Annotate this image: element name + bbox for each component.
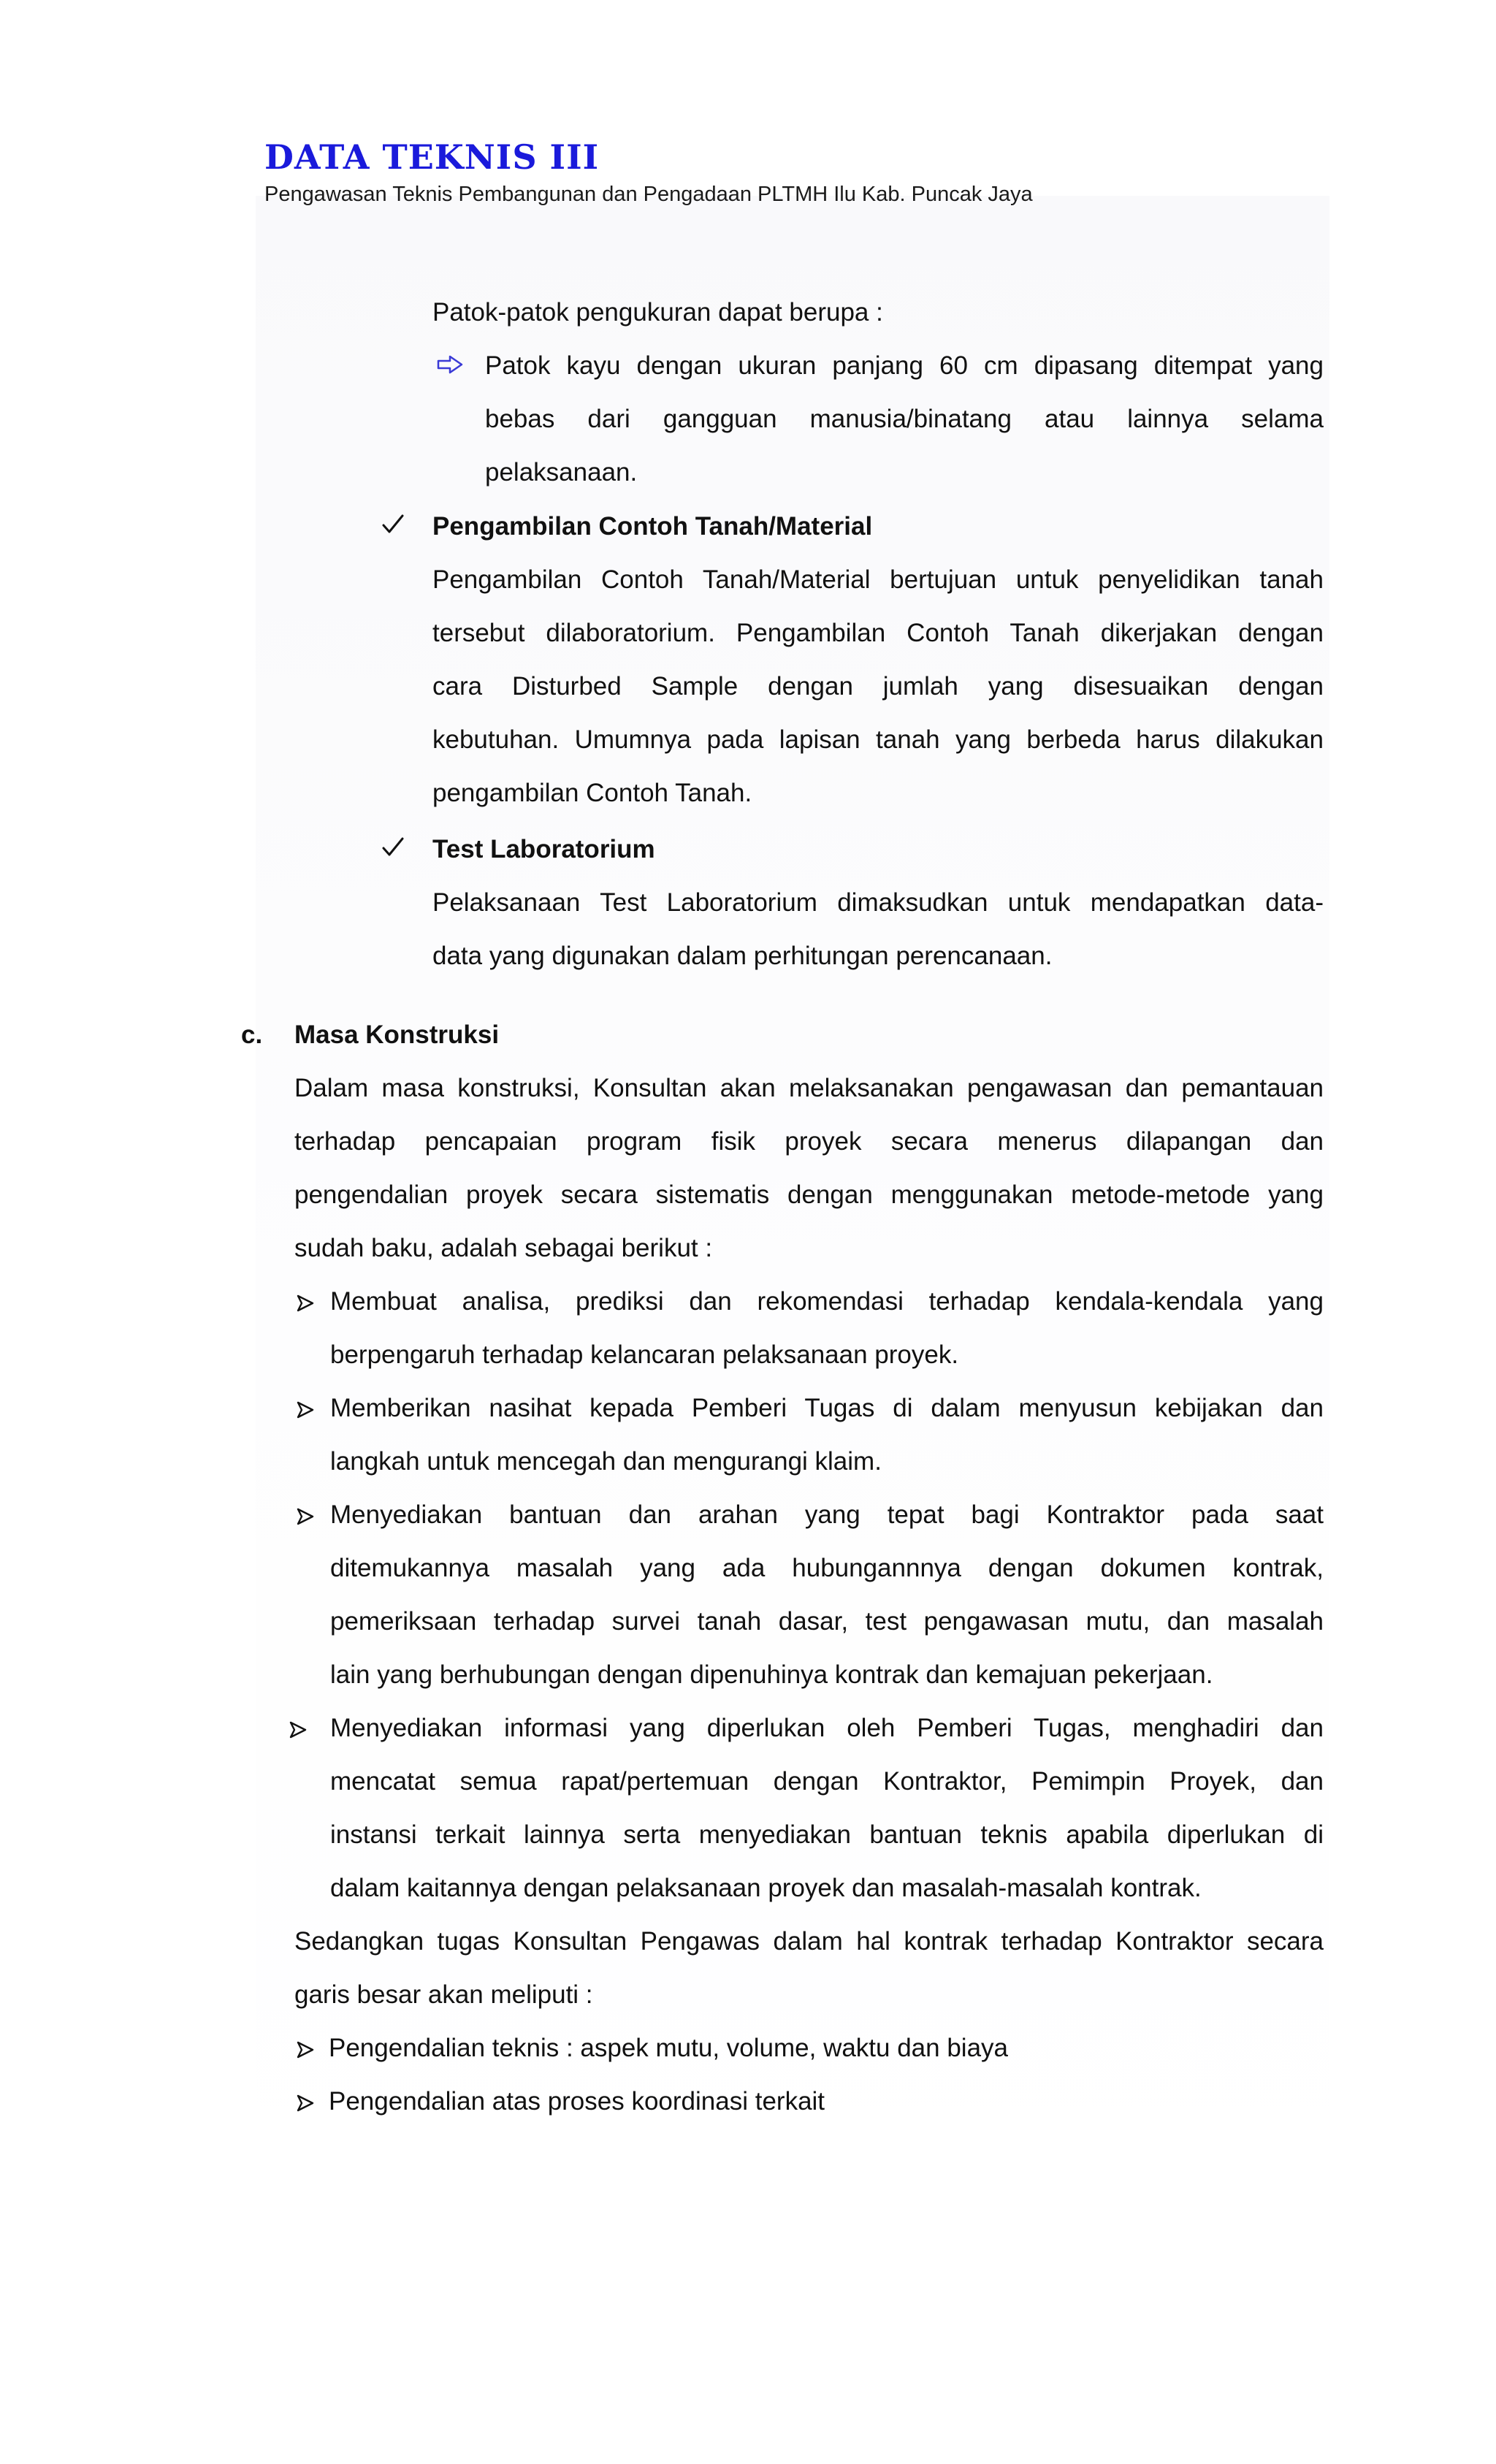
- bullet-line: dalam kaitannya dengan pelaksanaan proyek dan masalah-masalah kontrak.: [330, 1874, 1202, 1902]
- section-heading-test-lab: Test Laboratorium: [432, 835, 655, 863]
- patok-item-line: bebas dari gangguan manusia/binatang atau lainnya selama: [485, 405, 1324, 433]
- paragraph-line: tersebut dilaboratorium. Pengambilan Contoh Tanah dikerjakan dengan: [432, 619, 1324, 647]
- paragraph-line: pengambilan Contoh Tanah.: [432, 779, 752, 807]
- bullet-line: pemeriksaan terhadap survei tanah dasar, test pengawasan mutu, dan masalah: [330, 1607, 1324, 1636]
- bullet-line: berpengaruh terhadap kelancaran pelaksanaan proyek.: [330, 1340, 959, 1369]
- patok-item-line: Patok kayu dengan ukuran panjang 60 cm dipasang ditempat yang: [485, 351, 1324, 380]
- chevron-right-icon: [296, 1400, 315, 1419]
- paragraph-line: kebutuhan. Umumnya pada lapisan tanah yang berbeda harus dilakukan: [432, 725, 1324, 754]
- chevron-right-icon: [296, 2040, 315, 2059]
- patok-intro: Patok-patok pengukuran dapat berupa :: [432, 298, 883, 327]
- bullet-line: langkah untuk mencegah dan mengurangi klaim.: [330, 1447, 882, 1476]
- paragraph-line: garis besar akan meliputi :: [294, 1980, 593, 2009]
- bullet-line: Menyediakan bantuan dan arahan yang tepat bagi Kontraktor pada saat: [330, 1500, 1324, 1529]
- paragraph-line: terhadap pencapaian program fisik proyek secara menerus dilapangan dan: [294, 1127, 1324, 1156]
- paragraph-line: cara Disturbed Sample dengan jumlah yang disesuaikan dengan: [432, 672, 1324, 701]
- section-heading-masa-konstruksi: Masa Konstruksi: [294, 1021, 500, 1049]
- chevron-right-icon: [296, 1507, 315, 1526]
- patok-item-line: pelaksanaan.: [485, 458, 638, 487]
- tugas-bullet: Pengendalian teknis : aspek mutu, volume, waktu dan biaya: [329, 2034, 1009, 2062]
- section-heading-pengambilan: Pengambilan Contoh Tanah/Material: [432, 512, 873, 541]
- section-letter: c.: [241, 1021, 263, 1049]
- checkmark-icon: [381, 514, 405, 535]
- bullet-line: instansi terkait lainnya serta menyediakan bantuan teknis apabila diperlukan di: [330, 1820, 1324, 1849]
- paragraph-line: Sedangkan tugas Konsultan Pengawas dalam hal kontrak terhadap Kontraktor secara: [294, 1927, 1324, 1956]
- bullet-line: mencatat semua rapat/pertemuan dengan Kontraktor, Pemimpin Proyek, dan: [330, 1767, 1324, 1796]
- paragraph-line: Dalam masa konstruksi, Konsultan akan melaksanakan pengawasan dan pemantauan: [294, 1074, 1324, 1102]
- paragraph-line: data yang digunakan dalam perhitungan perencanaan.: [432, 942, 1053, 970]
- paragraph-line: Pengambilan Contoh Tanah/Material bertujuan untuk penyelidikan tanah: [432, 565, 1324, 594]
- chevron-right-icon: [289, 1720, 308, 1739]
- paragraph-line: Pelaksanaan Test Laboratorium dimaksudkan untuk mendapatkan data-: [432, 888, 1324, 917]
- chevron-right-icon: [296, 2094, 315, 2113]
- checkmark-icon: [381, 836, 405, 858]
- tugas-bullet: Pengendalian atas proses koordinasi terkait: [329, 2087, 825, 2116]
- page-background: [256, 196, 1329, 2227]
- bullet-line: Menyediakan informasi yang diperlukan oleh Pemberi Tugas, menghadiri dan: [330, 1714, 1324, 1742]
- arrow-right-outline-icon: [437, 355, 463, 374]
- document-title: DATA TEKNIS III: [264, 137, 600, 177]
- chevron-right-icon: [296, 1294, 315, 1313]
- bullet-line: lain yang berhubungan dengan dipenuhinya kontrak dan kemajuan pekerjaan.: [330, 1660, 1213, 1689]
- bullet-line: ditemukannya masalah yang ada hubungannnya dengan dokumen kontrak,: [330, 1554, 1324, 1582]
- bullet-line: Memberikan nasihat kepada Pemberi Tugas di dalam menyusun kebijakan dan: [330, 1394, 1324, 1422]
- document-subtitle: Pengawasan Teknis Pembangunan dan Pengadaan PLTMH Ilu Kab. Puncak Jaya: [264, 183, 1033, 206]
- paragraph-line: sudah baku, adalah sebagai berikut :: [294, 1234, 713, 1262]
- paragraph-line: pengendalian proyek secara sistematis dengan menggunakan metode-metode yang: [294, 1180, 1324, 1209]
- bullet-line: Membuat analisa, prediksi dan rekomendasi terhadap kendala-kendala yang: [330, 1287, 1324, 1316]
